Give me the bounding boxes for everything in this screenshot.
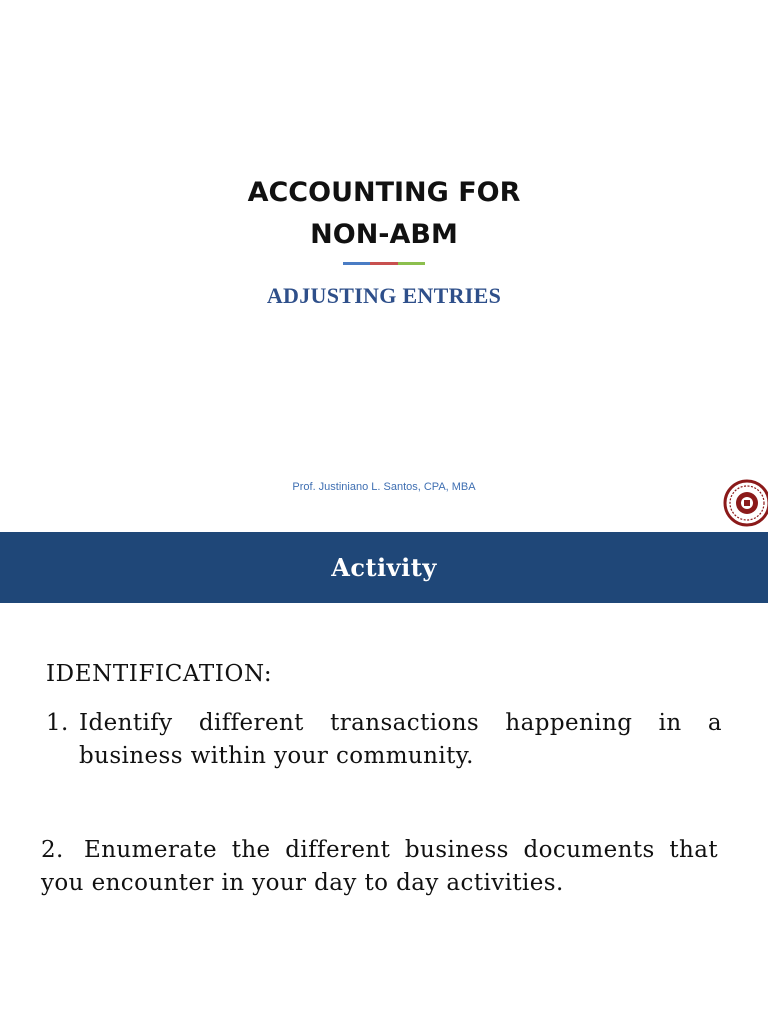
accent-divider-blue: [343, 262, 370, 265]
list-item-text-wrap: [5, 834, 718, 900]
activity-slide-body: [0, 603, 768, 1024]
university-seal-icon: [722, 478, 768, 528]
list-item-text: Enumerate the different business documents that you encounter in your day to day activities.: [41, 837, 718, 896]
main-title-line-2: NON-ABM: [310, 219, 458, 250]
list-item: [46, 707, 722, 773]
accent-divider: [343, 262, 425, 265]
main-title-line-1: ACCOUNTING FOR: [247, 177, 521, 208]
activity-banner: [0, 532, 768, 603]
accent-divider-green: [398, 262, 425, 265]
activity-title: Activity: [331, 553, 437, 582]
accent-divider-red: [370, 262, 397, 265]
author-credit: Prof. Justiniano L. Santos, CPA, MBA: [292, 481, 476, 493]
list-item-text: Identify different transactions happening in a business within your community.: [79, 710, 722, 769]
list-item: [41, 834, 718, 900]
identification-heading: IDENTIFICATION:: [46, 661, 273, 687]
list-item-number: 1.: [46, 710, 69, 736]
main-title: [0, 172, 768, 256]
list-item-number: 2.: [41, 837, 64, 863]
subtitle: ADJUSTING ENTRIES: [266, 283, 502, 308]
